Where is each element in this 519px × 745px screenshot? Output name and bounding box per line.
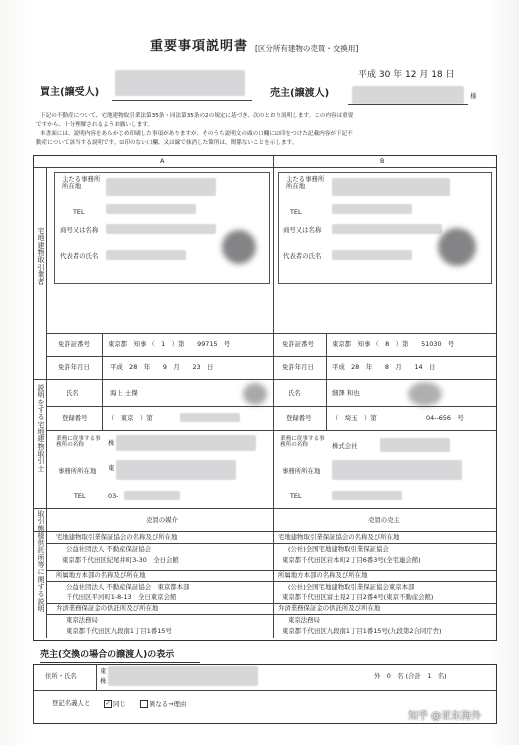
b-agent-addr-label: 事務所所在地	[282, 467, 321, 475]
deposit-r3-a: 所属地方本部の名称及び所在地	[56, 571, 146, 579]
b-office-label: 主たる事務所所在地	[286, 175, 325, 191]
b-agent-name: 細澤 和也	[332, 389, 360, 397]
a-dealer-redacted	[106, 178, 216, 196]
agent-side-label: 説明をする宅地建物取引士	[37, 384, 45, 473]
a-agent-office: 株	[108, 439, 115, 447]
a-agent-tel-label: TEL	[74, 492, 86, 500]
exchange-addr-2: 株	[100, 677, 107, 685]
b-agent-office: 株式会社	[332, 442, 358, 450]
document-date: 平成 30 年 12 月 18 日	[358, 70, 455, 80]
a-agent-name: 海上 士傑	[110, 389, 138, 397]
deposit-side-label: 供託所等に関する説明	[37, 539, 45, 614]
registered-different-option[interactable]	[140, 700, 186, 708]
exchange-addr-1: 東	[100, 667, 107, 675]
deposit-r2-b1: (公社)全国宅地建物取引業保証協会	[288, 545, 389, 553]
seller-label: 売主(譲渡人)	[270, 88, 330, 99]
document-title: 重要事項説明書	[150, 39, 249, 54]
deposit-r2-b2: 東京都千代田区岩本町2丁目6番3号(全宅連会館)	[282, 556, 421, 564]
registered-same-option[interactable]	[104, 700, 126, 708]
a-agent-office-redacted	[116, 435, 256, 451]
b-agent-office-label: 業務に従事する事務所の名称	[280, 436, 325, 449]
a-rep-label: 代表者の氏名	[60, 252, 99, 260]
intro-line-3: 本書面には、説明内容をあらかじめ印刷した事項がありますが、そのうち説明文の頭の口欄に☑印をつけた記載内容が下記不	[40, 131, 353, 137]
empty-checkbox-icon[interactable]	[140, 700, 148, 708]
deposit-r5-a: 弁済業務保証金の供託所及び所在地	[56, 604, 159, 612]
deposit-r4-a1: 公益社団法人 不動産保証協会 東京都本部	[66, 583, 190, 591]
deposit-r6-b2: 東京都千代田区九段南1丁目1番15号(九段第2合同庁舎)	[282, 627, 442, 635]
a-agent-reg-label: 登録番号	[62, 414, 88, 422]
b-license-label: 免許証番号	[282, 340, 314, 348]
deposit-r6-a1: 東京法務局	[66, 616, 98, 624]
deposit-r6-b1: 東京法務局	[288, 616, 320, 624]
a-agent-reg: （ 東京 ）第	[108, 414, 153, 422]
deposit-r3-b: 所属地方本部の名称及び所在地	[278, 571, 368, 579]
a-license-date-label: 免許年月日	[58, 363, 90, 371]
b-trade-name-label: 商号又は名称	[283, 226, 322, 234]
b-seal-stamp	[438, 228, 476, 266]
deposit-r2-a1: 公益社団法人 不動産保証協会	[66, 545, 152, 553]
b-agent-reg-tail: 04--656 号	[426, 414, 464, 422]
a-agent-tel: 03-	[108, 492, 119, 500]
b-agent-name-label: 氏名	[288, 389, 301, 397]
a-agent-name-label: 氏名	[66, 389, 79, 397]
b-agent-tel-label: TEL	[290, 492, 302, 500]
exchange-addr-label: 住所・氏名	[45, 672, 77, 680]
dealer-side-label: 宅地建物取引業者	[37, 227, 45, 287]
b-rep-label: 代表者の氏名	[283, 252, 322, 260]
exchange-title: 売主(交換の場合の譲渡人)の表示	[40, 650, 175, 660]
deposit-r4-b2: 東京都千代田区富士見2丁目2番4号(東京不動産会館)	[282, 593, 434, 601]
b-dealer-redacted	[332, 178, 450, 196]
a-license-date-value: 平成 28 年 9 月 23 日	[110, 363, 214, 371]
checked-checkbox-icon[interactable]: ✓	[105, 700, 111, 707]
registered-different-label: 異なる→理由	[149, 700, 187, 708]
registered-same-label: 同じ	[113, 700, 126, 708]
b-license-value: 東京都 知事 （ 8 ）第 51030 号	[332, 340, 455, 348]
deposit-r5-b: 弁済業務保証金の供託所及び所在地	[278, 604, 381, 612]
a-license-label: 免許証番号	[58, 340, 90, 348]
deposit-r2-a2: 東京都千代田区紀尾井町3-30 全日会館	[62, 556, 179, 564]
form-b-value: 売買の売主	[368, 516, 400, 524]
a-office-label: 主たる事務所所在地	[62, 175, 101, 191]
column-a-header: A	[160, 157, 165, 165]
b-agent-reg: （ 埼玉 ）第	[332, 414, 377, 422]
deposit-r4-a2: 千代田区平河町1-8-13 全日東京会館	[66, 593, 177, 601]
form-side-label: 取引態様	[37, 510, 45, 541]
intro-line-2: ですから、十分理解されるようお願いします。	[36, 122, 154, 128]
buyer-label: 買主(譲受人)	[40, 87, 100, 98]
document-subtitle: [区分所有建物の売買・交換用]	[255, 44, 359, 53]
a-agent-addr: 東	[108, 464, 115, 472]
deposit-r1-a: 宅地建物取引業保証協会の名称及び所在地	[56, 533, 178, 541]
form-a-value: 売買の媒介	[146, 516, 178, 524]
deposit-r1-b: 宅地建物取引業保証協会の名称及び所在地	[278, 533, 400, 541]
intro-line-4: 動産について該当する説明です。☑印のない口欄、又は線で抹消した箇所は、関係ないことを示します。	[36, 140, 298, 146]
sama-suffix: 様	[470, 92, 477, 100]
b-tel-label: TEL	[290, 208, 302, 216]
a-agent-office-label: 業務に従事する事務所の名称	[56, 436, 101, 449]
exchange-addr-redacted	[108, 666, 258, 686]
b-agent-reg-label: 登録番号	[286, 414, 312, 422]
exchange-count: 外 0 名 (合計 1 名)	[374, 672, 447, 680]
registered-label: 登記名義人と	[52, 699, 91, 707]
buyer-name-redacted	[115, 70, 245, 96]
deposit-r4-b1: (公社)全国宅地建物取引業保証協会東京本部	[288, 583, 415, 591]
b-license-date-label: 免許年月日	[282, 363, 314, 371]
a-seal-stamp	[222, 230, 256, 264]
b-license-date-value: 平成 28 年 8 月 14 日	[332, 363, 436, 371]
a-agent-addr-label: 事務所所在地	[58, 467, 97, 475]
a-trade-name-label: 商号又は名称	[60, 226, 99, 234]
deposit-r6-a2: 東京都千代田区九段南1丁目1番15号	[66, 627, 172, 635]
intro-line-1: 下記の不動産について、宅地建物取引業法第35条・同法第35条の2の規定に基づき、次のとおり説明します。この内容は重要	[40, 113, 354, 119]
seller-name-redacted	[352, 86, 464, 104]
watermark: 知乎 @亚东海外	[408, 711, 482, 722]
a-tel-label: TEL	[73, 208, 85, 216]
a-license-value: 東京都 知事 （ 1 ）第 99715 号	[108, 340, 231, 348]
column-b-header: B	[380, 157, 385, 165]
